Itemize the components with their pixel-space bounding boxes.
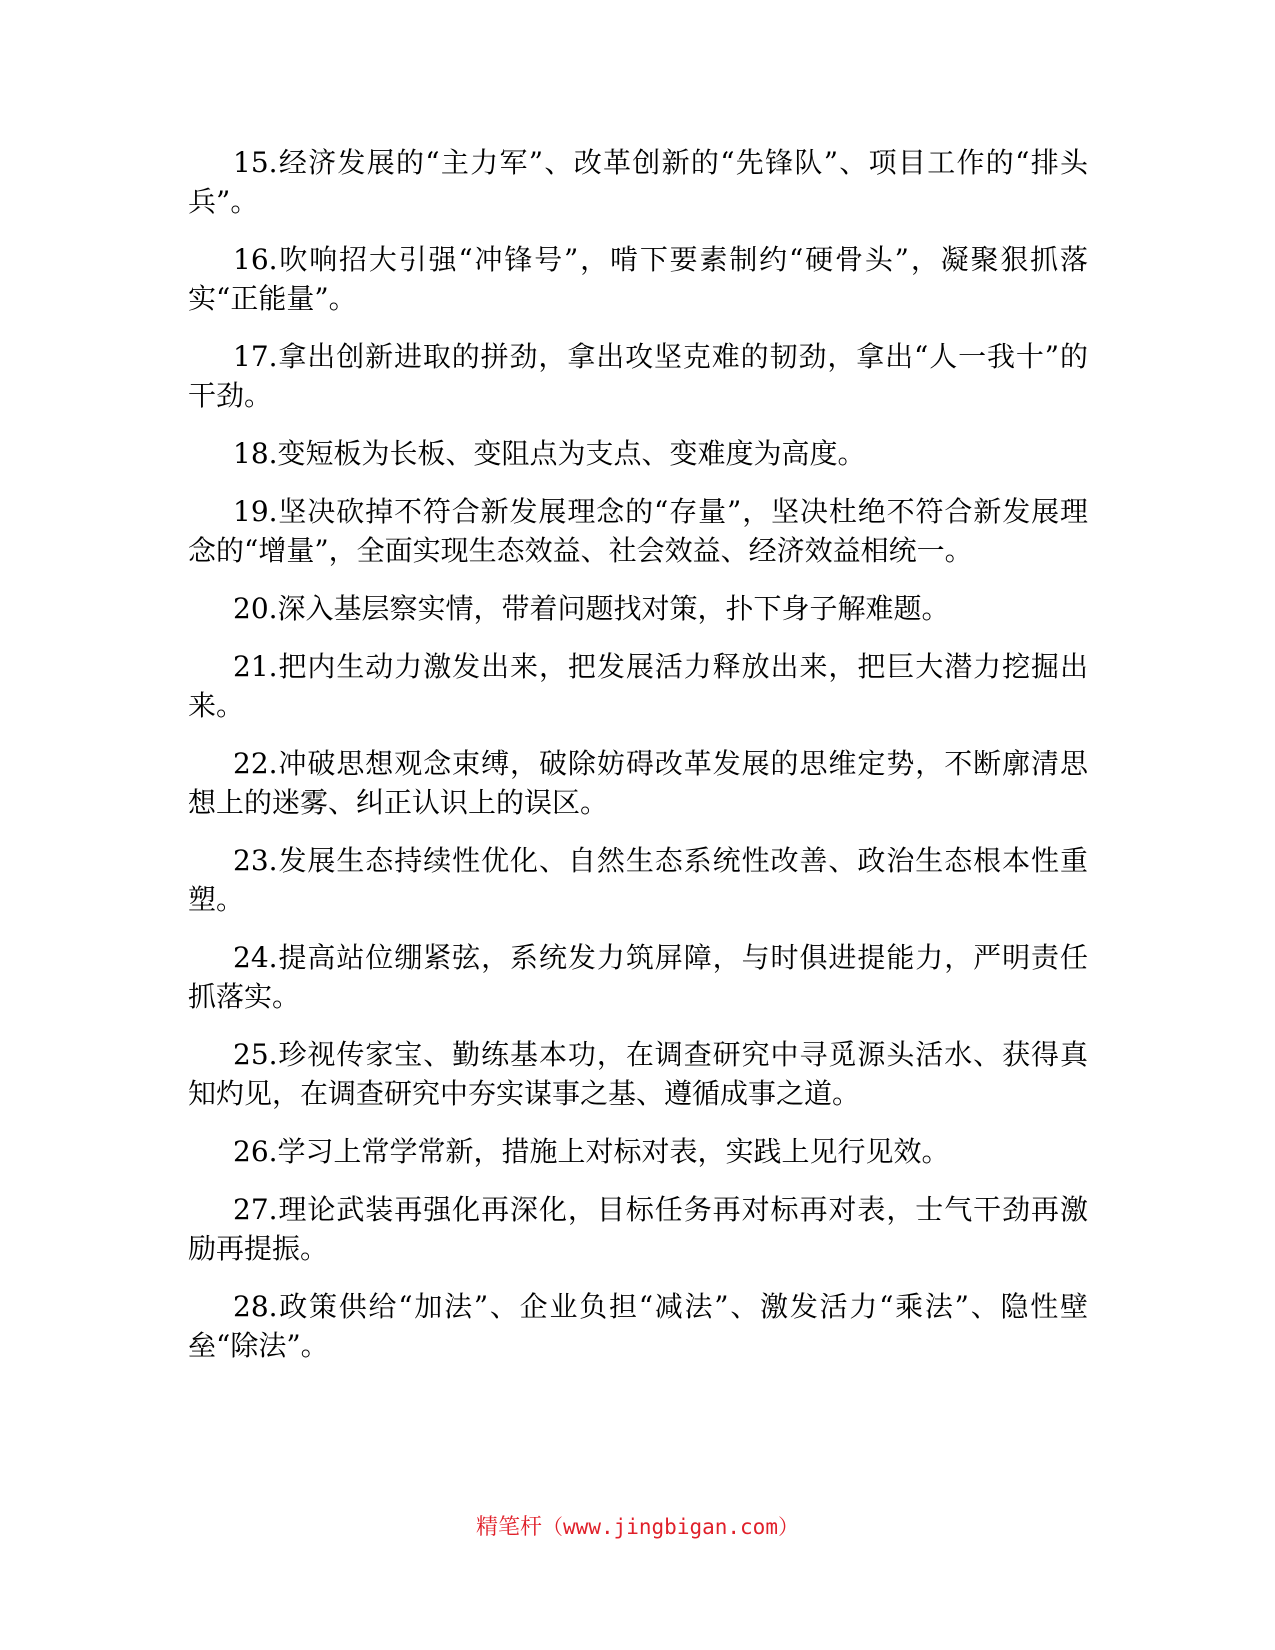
paragraph-21: 21.把内生动力激发出来，把发展活力释放出来，把巨大潜力挖掘出来。 <box>188 650 1088 722</box>
paragraph-20: 20.深入基层察实情，带着问题找对策，扑下身子解难题。 <box>233 592 950 625</box>
paragraph-16: 16.吹响招大引强“冲锋号”，啃下要素制约“硬骨头”，凝聚狠抓落实“正能量”。 <box>188 243 1088 315</box>
paragraph-15: 15.经济发展的“主力军”、改革创新的“先锋队”、项目工作的“排头兵”。 <box>188 146 1088 218</box>
document-body <box>188 143 1088 1384</box>
paragraph-28: 28.政策供给“加法”、企业负担“减法”、激发活力“乘法”、隐性壁垒“除法”。 <box>188 1290 1088 1362</box>
paragraph-27: 27.理论武装再强化再深化，目标任务再对标再对表，士气干劲再激励再提振。 <box>188 1193 1088 1265</box>
paragraph-24: 24.提高站位绷紧弦，系统发力筑屏障，与时俱进提能力，严明责任抓落实。 <box>188 941 1088 1013</box>
footer-brand: 精笔杆 <box>476 1515 543 1540</box>
paragraph-23: 23.发展生态持续性优化、自然生态系统性改善、政治生态根本性重塑。 <box>188 844 1088 916</box>
footer-url-link[interactable]: （www.jingbigan.com） <box>542 1515 799 1539</box>
paragraph-19: 19.坚决砍掉不符合新发展理念的“存量”，坚决杜绝不符合新发展理念的“增量”，全面实现生态效益、社会效益、经济效益相统一。 <box>188 495 1088 567</box>
paragraph-25: 25.珍视传家宝、勤练基本功，在调查研究中寻觅源头活水、获得真知灼见，在调查研究中夯实谋事之基、遵循成事之道。 <box>188 1038 1088 1110</box>
page-footer <box>0 1512 1275 1543</box>
paragraph-26: 26.学习上常学常新，措施上对标对表，实践上见行见效。 <box>233 1135 950 1168</box>
paragraph-18: 18.变短板为长板、变阻点为支点、变难度为高度。 <box>233 437 866 470</box>
paragraph-22: 22.冲破思想观念束缚，破除妨碍改革发展的思维定势，不断廓清思想上的迷雾、纠正认识上的误区。 <box>188 747 1088 819</box>
paragraph-17: 17.拿出创新进取的拼劲，拿出攻坚克难的韧劲，拿出“人一我十”的干劲。 <box>188 340 1088 412</box>
